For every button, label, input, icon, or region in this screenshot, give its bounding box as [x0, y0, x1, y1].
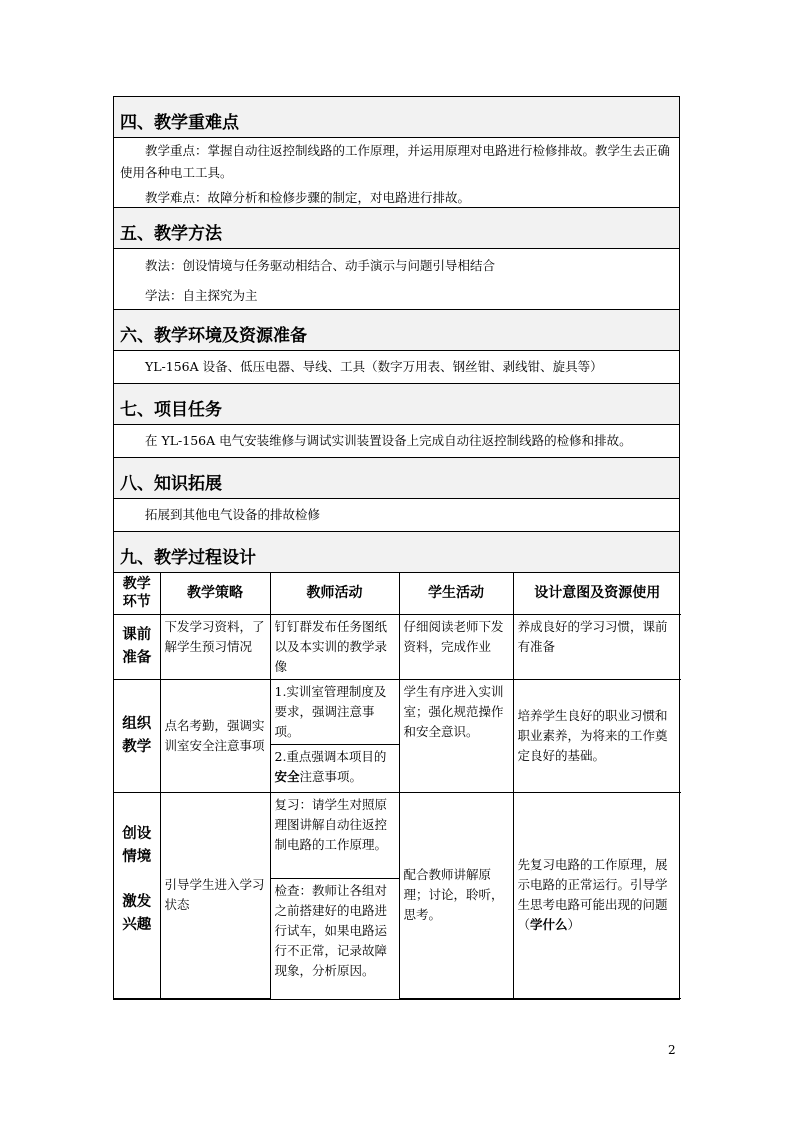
section-7-title: 七、项目任务	[114, 384, 679, 425]
section-7-body	[114, 425, 679, 458]
section-4-title: 四、教学重难点	[114, 97, 679, 138]
table-row	[114, 792, 681, 878]
section-5-title: 五、教学方法	[114, 208, 679, 249]
row3-student: 配合教师讲解原理；讨论，聆听，思考。	[399, 792, 513, 998]
row3-teacher-a: 复习：请学生对照原理图讲解自动往返控制电路的工作原理。	[270, 792, 399, 878]
table-header-row	[114, 573, 681, 614]
section-5-body	[114, 249, 679, 310]
row2-teacher-b-text2: 注意事项。	[299, 768, 363, 784]
row2-intent: 培养学生良好的职业习惯和职业素养，为将来的工作奠定良好的基础。	[513, 679, 681, 792]
row3-stage	[114, 792, 160, 998]
row2-teacher-a: 1.实训室管理制度及要求，强调注意事项。	[270, 679, 399, 744]
header-teacher: 教师活动	[270, 573, 399, 614]
row2-teacher-b-text: 2.重点强调本项目的	[274, 748, 387, 764]
row3-strategy: 引导学生进入学习状态	[160, 792, 270, 998]
row3-teacher-b: 检查：教师让各组对之前搭建好的电路进行试车，如果电路运行不正常，记录故障现象，分析原因。	[270, 878, 399, 998]
table-row	[114, 614, 681, 679]
header-student: 学生活动	[399, 573, 513, 614]
row3-intent	[513, 792, 681, 998]
row3-intent-bold: 学什么	[530, 917, 568, 932]
row1-teacher: 钉钉群发布任务图纸以及本实训的教学录像	[270, 614, 399, 679]
section-8-title: 八、知识拓展	[114, 458, 679, 499]
header-strategy: 教学策略	[160, 573, 270, 614]
section-4-key-points: 教学重点：掌握自动往返控制线路的工作原理，并运用原理对电路进行检修排故。教学生去正确使用各种电工工具。	[120, 143, 671, 180]
row3-stage-a: 创设情境	[122, 825, 152, 865]
row1-student: 仔细阅读老师下发资料，完成作业	[399, 614, 513, 679]
section-7-task: 在 YL-156A 电气安装维修与调试实训装置设备上完成自动往返控制线路的检修和排故。	[145, 433, 632, 448]
section-8-body	[114, 499, 679, 532]
table-row	[114, 679, 681, 744]
row3-stage-b: 激发兴趣	[122, 893, 152, 933]
section-4-body	[114, 138, 679, 208]
section-8-extension: 拓展到其他电气设备的排故检修	[145, 507, 321, 522]
row3-intent-text2: ）	[567, 917, 581, 932]
section-6-title: 六、教学环境及资源准备	[114, 310, 679, 351]
row3-intent-text: 先复习电路的工作原理，展示电路的正常运行。引导学生思考电路可能出现的问题（	[517, 857, 668, 932]
section-5-learning-method: 学法：自主探究为主	[145, 288, 258, 303]
section-9-title: 九、教学过程设计	[114, 532, 679, 573]
section-4-difficulties: 教学难点：故障分析和检修步骤的制定，对电路进行排故。	[145, 190, 471, 205]
row1-strategy: 下发学习资料，了解学生预习情况	[160, 614, 270, 679]
row1-intent: 养成良好的学习习惯，课前有准备	[513, 614, 681, 679]
document-table	[113, 96, 680, 1000]
row2-teacher-b	[270, 744, 399, 792]
section-6-body	[114, 351, 679, 384]
row1-stage: 课前准备	[114, 614, 160, 679]
row2-teacher-b-bold: 安全	[274, 768, 300, 784]
section-6-resources: YL-156A 设备、低压电器、导线、工具（数字万用表、钢丝钳、剥线钳、旋具等）	[145, 359, 603, 374]
row2-strategy: 点名考勤，强调实训室安全注意事项	[160, 679, 270, 792]
row2-student: 学生有序进入实训室；强化规范操作和安全意识。	[399, 679, 513, 792]
section-5-teaching-method: 教法：创设情境与任务驱动相结合、动手演示与问题引导相结合	[145, 258, 496, 273]
page-number: 2	[668, 1043, 676, 1057]
header-intent: 设计意图及资源使用	[513, 573, 681, 614]
header-stage: 教学环节	[114, 573, 160, 614]
process-table	[114, 573, 681, 999]
row2-stage: 组织教学	[114, 679, 160, 792]
